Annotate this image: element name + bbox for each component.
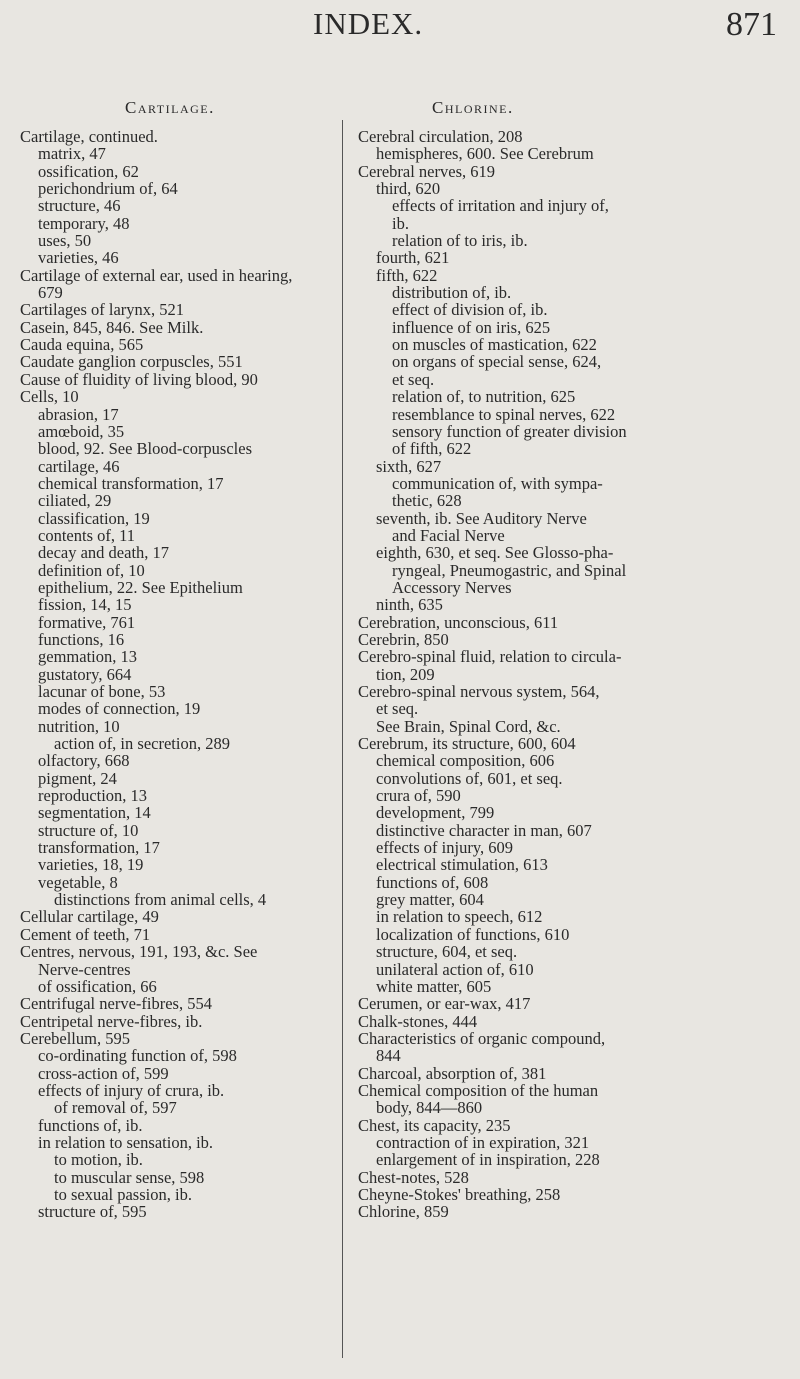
index-entry: abrasion, 17 [38, 404, 119, 424]
index-entry: to muscular sense, 598 [54, 1167, 205, 1187]
index-entry: ib. [392, 213, 409, 233]
index-entry: to sexual passion, ib. [54, 1184, 192, 1204]
index-entry: gustatory, 664 [38, 664, 132, 684]
index-entry: white matter, 605 [376, 976, 492, 996]
index-entry: definition of, 10 [38, 560, 145, 580]
index-entry: in relation to sensation, ib. [38, 1132, 214, 1152]
index-entry: on organs of special sense, 624, [392, 352, 602, 372]
index-entry: et seq. [392, 369, 435, 389]
index-entry: seventh, ib. See Auditory Nerve [376, 508, 587, 528]
index-entry: localization of functions, 610 [376, 924, 570, 944]
index-entry: convolutions of, 601, et seq. [376, 768, 563, 788]
index-entry: grey matter, 604 [376, 890, 484, 910]
index-entry: sixth, 627 [376, 456, 442, 476]
index-entry: Cerebro-spinal nervous system, 564, [358, 682, 600, 701]
index-entry: vegetable, 8 [38, 872, 118, 892]
index-entry: Cartilage, continued. [20, 127, 158, 146]
index-entry: cartilage, 46 [38, 456, 120, 476]
index-entry: co-ordinating function of, 598 [38, 1046, 237, 1066]
index-entry: effects of injury of crura, ib. [38, 1080, 225, 1100]
left-column-heading: Cartilage. [125, 98, 215, 117]
index-entry: ryngeal, Pneumogastric, and Spinal [392, 560, 627, 580]
index-entry: crura of, 590 [376, 786, 461, 806]
index-entry: structure of, 10 [38, 820, 139, 840]
index-entry: nutrition, 10 [38, 716, 120, 736]
index-entry: structure of, 595 [38, 1202, 147, 1222]
index-entry: functions of, ib. [38, 1115, 143, 1135]
index-entry: Cerebellum, 595 [20, 1028, 130, 1048]
index-entry: effects of injury, 609 [376, 838, 514, 858]
index-entry: perichondrium of, 64 [38, 179, 178, 199]
left-index-column [20, 128, 342, 1221]
index-entry: Cerebral circulation, 208 [358, 127, 523, 146]
index-entry: Cells, 10 [20, 387, 79, 407]
index-entry: functions, 16 [38, 629, 125, 649]
index-entry: Casein, 845, 846. See Milk. [20, 317, 204, 337]
index-entry: relation of to iris, ib. [392, 231, 528, 251]
index-entry: 844 [376, 1046, 401, 1066]
index-entry: Chlorine, 859 [358, 1202, 449, 1222]
index-entry: enlargement of in inspiration, 228 [376, 1150, 600, 1170]
index-entry: functions of, 608 [376, 872, 489, 892]
index-entry: Chemical composition of the human [358, 1080, 599, 1100]
index-entry: pigment, 24 [38, 768, 117, 788]
index-entry: of ossification, 66 [38, 976, 157, 996]
index-entry: and Facial Nerve [392, 525, 505, 545]
index-entry: relation of, to nutrition, 625 [392, 387, 576, 407]
index-entry: Centripetal nerve-fibres, ib. [20, 1011, 203, 1031]
index-entry: action of, in secretion, 289 [54, 734, 230, 754]
index-entry: varieties, 46 [38, 248, 119, 268]
index-entry: Nerve-centres [38, 959, 131, 979]
index-entry: lacunar of bone, 53 [38, 682, 166, 701]
index-entry: ninth, 635 [376, 595, 443, 615]
index-entry: in relation to speech, 612 [376, 907, 543, 927]
index-entry: cross-action of, 599 [38, 1063, 169, 1083]
index-entry: third, 620 [376, 179, 441, 199]
index-entry: of fifth, 622 [392, 439, 472, 459]
index-entry: unilateral action of, 610 [376, 959, 534, 979]
right-index-column [358, 128, 784, 1221]
index-entry: blood, 92. See Blood-corpuscles [38, 439, 253, 459]
index-entry: Cartilage of external ear, used in hearing, [20, 265, 293, 285]
index-entry: development, 799 [376, 803, 495, 823]
index-entry: uses, 50 [38, 231, 92, 251]
index-entry: Chalk-stones, 444 [358, 1011, 478, 1031]
index-entry: Cerebrin, 850 [358, 629, 449, 649]
index-entry: reproduction, 13 [38, 786, 148, 806]
index-entry: fifth, 622 [376, 265, 438, 285]
index-entry: body, 844—860 [376, 1098, 483, 1118]
index-entry: Cause of fluidity of living blood, 90 [20, 369, 258, 389]
index-entry: eighth, 630, et seq. See Glosso-pha- [376, 543, 614, 563]
index-entry: transformation, 17 [38, 838, 160, 858]
index-entry: structure, 604, et seq. [376, 942, 518, 962]
index-entry: contraction of in expiration, 321 [376, 1132, 590, 1152]
index-entry: tion, 209 [376, 664, 435, 684]
index-entry: fission, 14, 15 [38, 595, 132, 615]
index-entry: Cerebro-spinal fluid, relation to circula- [358, 647, 622, 667]
index-entry: thetic, 628 [392, 491, 462, 511]
index-entry: gemmation, 13 [38, 647, 137, 667]
index-entry: temporary, 48 [38, 213, 130, 233]
page-title: INDEX. [313, 6, 424, 41]
index-entry: chemical transformation, 17 [38, 473, 224, 493]
index-entry: effects of irritation and injury of, [392, 196, 609, 216]
index-entry: Centrifugal nerve-fibres, 554 [20, 994, 212, 1014]
index-entry: See Brain, Spinal Cord, &c. [376, 716, 561, 736]
index-entry: influence of on iris, 625 [392, 317, 551, 337]
index-entry: fourth, 621 [376, 248, 450, 268]
index-entry: Chest, its capacity, 235 [358, 1115, 511, 1135]
index-entry: distinctive character in man, 607 [376, 820, 592, 840]
index-entry: Cerebral nerves, 619 [358, 161, 495, 181]
page-number: 871 [726, 6, 777, 43]
index-entry: distribution of, ib. [392, 283, 512, 303]
index-entry: hemispheres, 600. See Cerebrum [376, 144, 594, 164]
index-entry: sensory function of greater division [392, 421, 627, 441]
index-entry: contents of, 11 [38, 525, 135, 545]
index-entry: ciliated, 29 [38, 491, 112, 511]
index-entry: Cheyne-Stokes' breathing, 258 [358, 1184, 561, 1204]
index-entry: Cerebrum, its structure, 600, 604 [358, 734, 576, 754]
index-entry: Cerebration, unconscious, 611 [358, 612, 559, 632]
index-entry: of removal of, 597 [54, 1098, 177, 1118]
index-entry: 679 [38, 283, 63, 303]
index-entry: Centres, nervous, 191, 193, &c. See [20, 942, 258, 962]
index-entry: Cement of teeth, 71 [20, 924, 151, 944]
index-entry: chemical composition, 606 [376, 751, 555, 771]
index-entry: et seq. [376, 699, 419, 719]
index-entry: distinctions from animal cells, 4 [54, 890, 267, 910]
index-entry: to motion, ib. [54, 1150, 143, 1170]
index-entry: Caudate ganglion corpuscles, 551 [20, 352, 243, 372]
index-entry: classification, 19 [38, 508, 150, 528]
index-entry: on muscles of mastication, 622 [392, 335, 597, 355]
index-entry: amœboid, 35 [38, 421, 125, 441]
index-entry: communication of, with sympa- [392, 473, 603, 493]
index-entry: formative, 761 [38, 612, 136, 632]
index-entry: effect of division of, ib. [392, 300, 548, 320]
column-divider [342, 120, 343, 1358]
index-entry: varieties, 18, 19 [38, 855, 144, 875]
index-entry: decay and death, 17 [38, 543, 170, 563]
right-column-heading: Chlorine. [432, 98, 514, 117]
index-entry: resemblance to spinal nerves, 622 [392, 404, 616, 424]
index-entry: Charcoal, absorption of, 381 [358, 1063, 547, 1083]
index-entry: Chest-notes, 528 [358, 1167, 469, 1187]
index-entry: electrical stimulation, 613 [376, 855, 548, 875]
index-entry: Cauda equina, 565 [20, 335, 144, 355]
index-entry: Cellular cartilage, 49 [20, 907, 159, 927]
index-entry: olfactory, 668 [38, 751, 130, 771]
index-entry: epithelium, 22. See Epithelium [38, 577, 243, 597]
index-entry: Characteristics of organic compound, [358, 1028, 606, 1048]
index-entry: segmentation, 14 [38, 803, 151, 823]
index-entry: Accessory Nerves [392, 577, 512, 597]
index-entry: ossification, 62 [38, 161, 139, 181]
index-entry: structure, 46 [38, 196, 121, 216]
index-entry: matrix, 47 [38, 144, 106, 164]
index-entry: Cartilages of larynx, 521 [20, 300, 185, 320]
index-entry: Cerumen, or ear-wax, 417 [358, 994, 531, 1014]
page-header [0, 6, 800, 66]
index-entry: modes of connection, 19 [38, 699, 201, 719]
